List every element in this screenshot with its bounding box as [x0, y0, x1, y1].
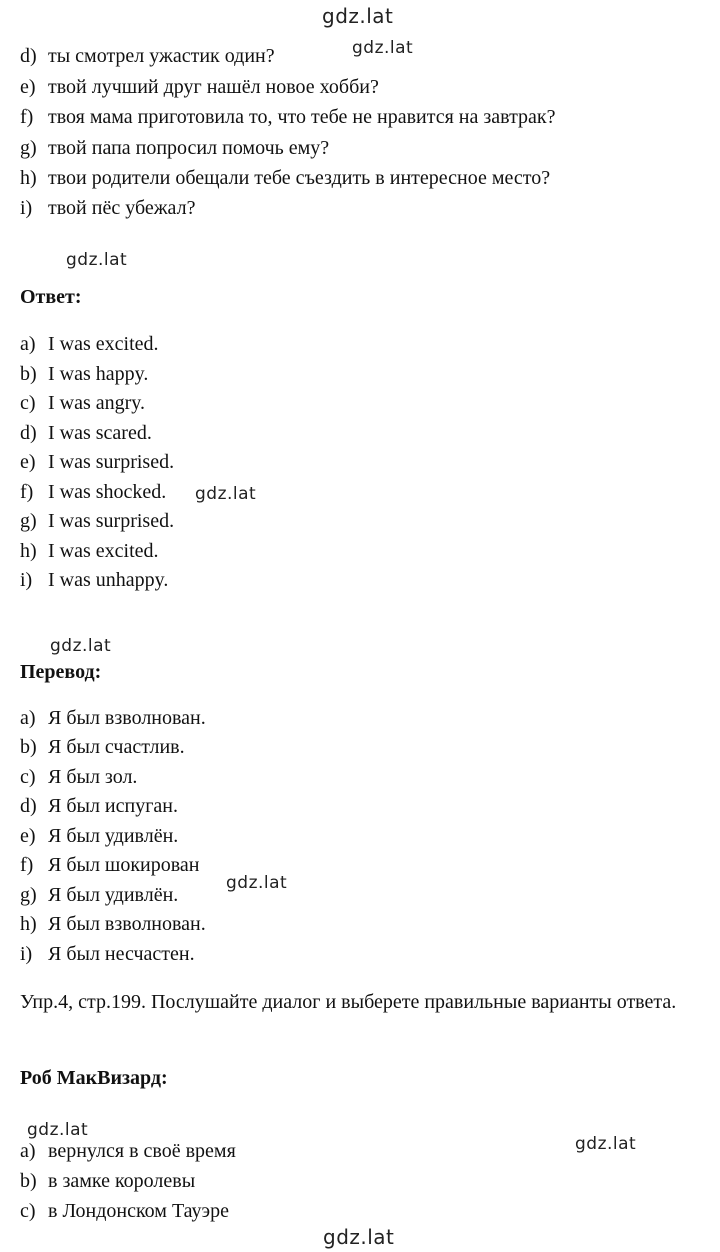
item-text: Я был счастлив. — [48, 736, 185, 758]
item-marker: b) — [20, 736, 37, 758]
item-marker: d) — [20, 795, 37, 817]
item-marker: f) — [20, 854, 34, 876]
item-marker: f) — [20, 481, 34, 503]
item-marker: b) — [20, 1170, 37, 1192]
item-text: в замке королевы — [48, 1170, 196, 1192]
translation-item — [20, 912, 206, 936]
item-marker: a) — [20, 707, 36, 729]
watermark: gdz.lat — [195, 484, 257, 504]
item-marker: b) — [20, 363, 37, 385]
item-marker: h) — [20, 167, 37, 189]
item-marker: e) — [20, 825, 36, 847]
item-text: Я был удивлён. — [48, 825, 179, 847]
watermark: gdz.lat — [27, 1120, 89, 1140]
item-text: Я был шокирован — [48, 854, 200, 876]
watermark-bottom: gdz.lat — [323, 1225, 395, 1249]
item-text: Я был взволнован. — [48, 913, 206, 935]
answer-item — [20, 391, 145, 415]
item-marker: i) — [20, 943, 33, 965]
item-text: I was surprised. — [48, 510, 175, 532]
item-marker: f) — [20, 106, 34, 128]
item-text: твоя мама приготовила то, что тебе не нравится на завтрак? — [48, 106, 556, 128]
item-marker: c) — [20, 1200, 36, 1222]
question-item — [20, 44, 275, 68]
rob-heading: Роб МакВизард: — [20, 1067, 168, 1089]
question-item — [20, 166, 550, 190]
item-marker: g) — [20, 884, 37, 906]
translation-item — [20, 853, 200, 877]
answer-item — [20, 362, 148, 386]
rob-item — [20, 1169, 195, 1193]
answer-item — [20, 332, 159, 356]
item-text: I was shocked. — [48, 481, 167, 503]
translation-item — [20, 824, 178, 848]
item-text: Я был удивлён. — [48, 884, 179, 906]
item-marker: i) — [20, 569, 33, 591]
item-marker: a) — [20, 1140, 36, 1162]
answer-item — [20, 480, 166, 504]
question-item — [20, 136, 329, 160]
item-text: Я был взволнован. — [48, 707, 206, 729]
answer-item — [20, 421, 152, 445]
item-marker: d) — [20, 422, 37, 444]
item-marker: c) — [20, 392, 36, 414]
item-text: I was angry. — [48, 392, 146, 414]
translation-item — [20, 706, 206, 730]
question-item — [20, 75, 379, 99]
item-text: I was scared. — [48, 422, 152, 444]
item-text: I was unhappy. — [48, 569, 169, 591]
item-marker: e) — [20, 76, 36, 98]
item-text: Я был испуган. — [48, 795, 178, 817]
exercise-paragraph: Упр.4, стр.199. Послушайте диалог и выберете правильные варианты ответа. — [20, 991, 677, 1013]
item-marker: i) — [20, 197, 33, 219]
answer-heading: Ответ: — [20, 286, 82, 308]
question-item — [20, 196, 195, 220]
question-item — [20, 105, 556, 129]
item-text: I was surprised. — [48, 451, 175, 473]
watermark-top: gdz.lat — [322, 4, 394, 28]
answer-item — [20, 450, 174, 474]
watermark: gdz.lat — [226, 873, 288, 893]
rob-item — [20, 1139, 236, 1163]
item-text: Я был зол. — [48, 766, 138, 788]
item-marker: d) — [20, 45, 37, 67]
item-text: I was excited. — [48, 540, 159, 562]
item-marker: c) — [20, 766, 36, 788]
item-marker: h) — [20, 540, 37, 562]
item-marker: g) — [20, 510, 37, 532]
translation-heading: Перевод: — [20, 661, 102, 683]
translation-item — [20, 794, 178, 818]
item-text: твой папа попросил помочь ему? — [48, 137, 330, 159]
item-text: ты смотрел ужастик один? — [48, 45, 275, 67]
watermark: gdz.lat — [50, 636, 112, 656]
item-text: вернулся в своё время — [48, 1140, 236, 1162]
item-text: твой лучший друг нашёл новое хобби? — [48, 76, 379, 98]
item-text: твои родители обещали тебе съездить в интересное место? — [48, 167, 551, 189]
item-text: Я был несчастен. — [48, 943, 195, 965]
answer-item — [20, 568, 168, 592]
item-text: I was excited. — [48, 333, 159, 355]
item-marker: h) — [20, 913, 37, 935]
translation-item — [20, 942, 195, 966]
watermark: gdz.lat — [66, 250, 128, 270]
answer-item — [20, 539, 159, 563]
rob-item — [20, 1199, 229, 1223]
watermark: gdz.lat — [352, 38, 414, 58]
item-marker: a) — [20, 333, 36, 355]
translation-item — [20, 735, 185, 759]
item-text: I was happy. — [48, 363, 149, 385]
watermark: gdz.lat — [575, 1134, 637, 1154]
item-marker: g) — [20, 137, 37, 159]
answer-item — [20, 509, 174, 533]
translation-item — [20, 765, 137, 789]
item-text: в Лондонском Тауэре — [48, 1200, 229, 1222]
item-marker: e) — [20, 451, 36, 473]
item-text: твой пёс убежал? — [48, 197, 196, 219]
translation-item — [20, 883, 178, 907]
